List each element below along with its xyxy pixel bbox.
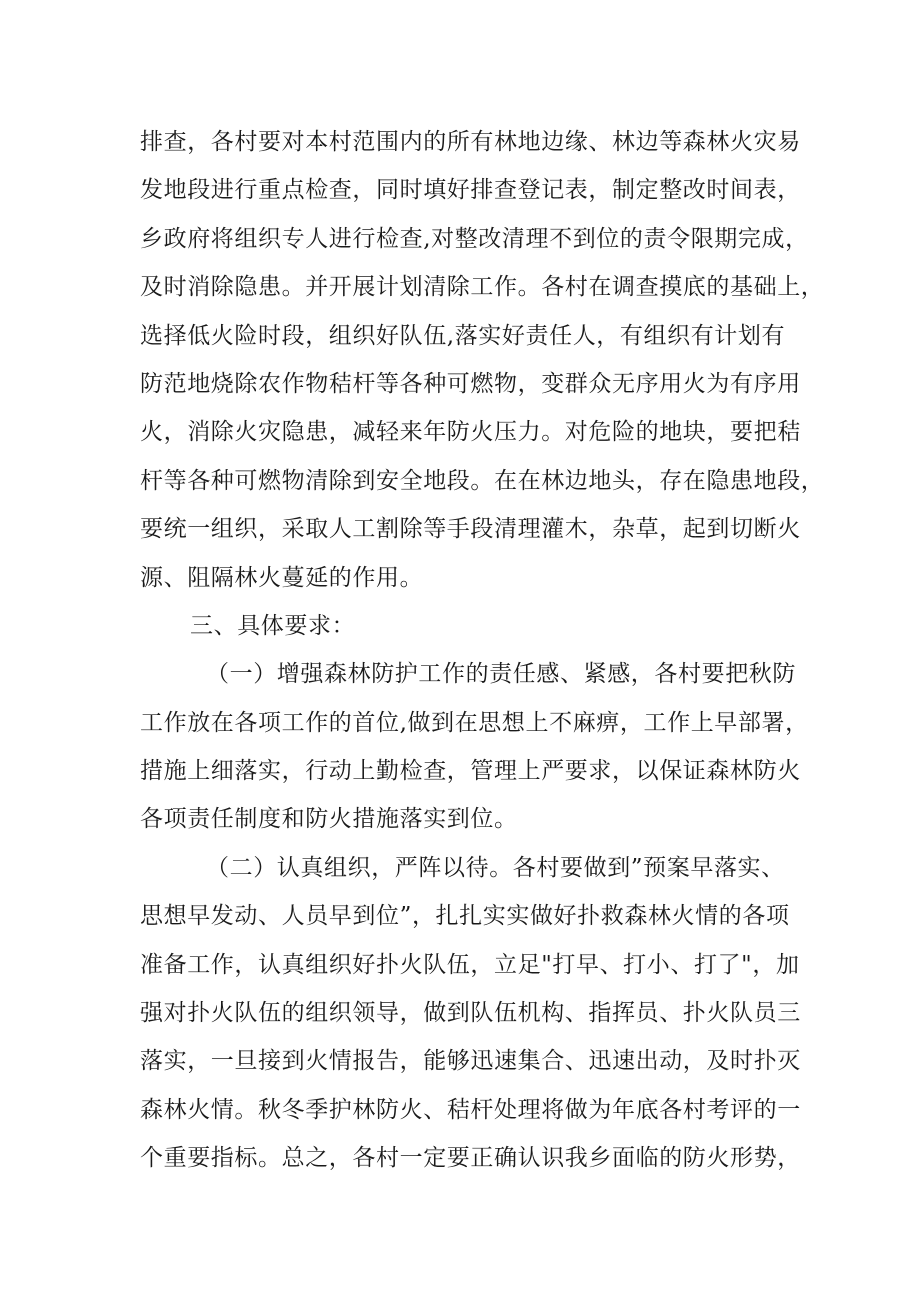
text-line: 要统一组织，采取人工割除等手段清理灌木，杂草，起到切断火 [140,516,801,543]
text-line: 森林火情。秋冬季护林防火、秸杆处理将做为年底各村考评的一 [140,1096,801,1123]
body-text [140,118,825,1183]
text-line: 发地段进行重点检查，同时填好排查登记表，制定整改时间表， [140,177,801,204]
text-line: 排查，各村要对本村范围内的所有林地边缘、林边等森林火灾易 [140,129,801,155]
text-line: 杆等各种可燃物清除到安全地段。在在林边地头，存在隐患地段， [140,467,825,494]
text-line: 落实，一旦接到火情报告，能够迅速集合、迅速出动，及时扑灭 [140,1048,801,1075]
text-line: 工作放在各项工作的首位,做到在思想上不麻痹，工作上早部署， [140,709,809,736]
section-heading: 三、具体要求： [190,612,356,639]
text-line: 源、阻隔林火蔓延的作用。 [140,564,424,591]
text-line: 思想早发动、人员早到位”，扎扎实实做好扑救森林火情的各项 [140,903,790,930]
text-line: 措施上细落实，行动上勤检查，管理上严要求，以保证森林防火 [140,758,801,785]
text-line: 乡政府将组织专人进行检查,对整改清理不到位的责令限期完成， [140,225,809,252]
text-line: （二）认真组织，严阵以待。各村要做到”预案早落实、 [206,854,785,881]
text-line: 及时消除隐患。并开展计划清除工作。各村在调查摸底的基础上， [140,274,825,301]
text-line: 防范地烧除农作物秸杆等各种可燃物，变群众无序用火为有序用 [140,370,801,397]
text-line: 火，消除火灾隐患，减轻来年防火压力。对危险的地块，要把秸 [140,419,801,446]
text-line: 选择低火险时段，组织好队伍,落实好责任人，有组织有计划有 [140,322,786,349]
text-line: 各项责任制度和防火措施落实到位。 [140,806,518,833]
text-line: 准备工作，认真组织好扑火队伍，立足"打早、打小、打了"，加 [140,951,800,978]
text-line: 强对扑火队伍的组织领导，做到队伍机构、指挥员、扑火队员三 [140,1000,801,1027]
text-line: （一）增强森林防护工作的责任感、紧感，各村要把秋防 [206,661,796,688]
text-line: 个重要指标。总之，各村一定要正确认识我乡面临的防火形势， [140,1145,801,1172]
